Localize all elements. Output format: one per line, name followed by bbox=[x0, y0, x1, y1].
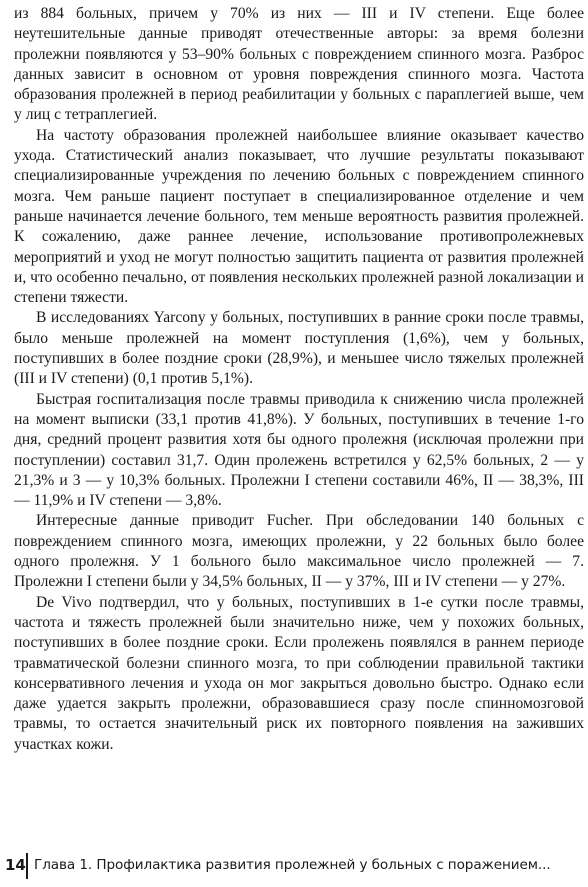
paragraph-4: Быстрая госпитализация после травмы приводила к снижению числа пролежней на момент выписки (33,1 против 41,8%). У больных, поступивших в течение 1-го дня, средний процент развития хотя бы одного пролежня (исключая пролежни при поступлении) составил 31,7. Один пролежень встретился у 62,5% больных, 2 — у 21,3% и 3 — у 10,3% больных. Пролежни I степени составили 46%, II — 38,3%, III — 11,9% и IV степени — 3,8%. bbox=[14, 390, 584, 510]
paragraph-6: De Vivo подтвердил, что у больных, поступивших в 1-е сутки после травмы, частота и тяжесть пролежней были значительно ниже, чем у похожих больных, поступивших в более поздние сроки. Если пролежень появлялся в раннем периоде травматической болезни спинного мозга, то при соблюдении правильной тактики консервативного лечения и ухода он мог закрыться довольно быстро. Однако если даже удается закрыть пролежни, образовавшиеся сразу после спинномозговой травмы, то остается значительный риск их повторного появления на заживших участках кожи. bbox=[14, 593, 584, 753]
body-text bbox=[14, 4, 584, 755]
running-title: Глава 1. Профилактика развития пролежней у больных с поражением... bbox=[34, 857, 551, 873]
footer-divider bbox=[26, 853, 28, 879]
paragraph-1: из 884 больных, причем у 70% из них — III и IV степени. Еще более неутешительные данные приводят отечественные авторы: за время болезни пролежни появляются у 53–90% больных с повреждением спинного мозга. Разброс данных зависит в основном от уровня повреждения спинного мозга. Частота образования пролежней в период реабилитации у больных с параплегией выше, чем у лиц с тетраплегией. bbox=[14, 5, 584, 124]
page-number: 14 bbox=[5, 856, 26, 874]
paragraph-5: Интересные данные приводит Fucher. При обследовании 140 больных с повреждением спинного мозга, имеющих пролежни, у 22 больных было более одного пролежня. У 1 больного было максимальное число пролежней — 7. Пролежни I степени были у 34,5% больных, II — у 37%, III и IV степени — у 27%. bbox=[14, 512, 584, 591]
paragraph-2: На частоту образования пролежней наибольшее влияние оказывает качество ухода. Статистический анализ показывает, что лучшие результаты показывают специализированные учреждения по лечению больных с повреждением спинного мозга. Чем раньше пациент поступает в специализированное отделение и чем раньше начинается лечение больного, тем меньше вероятность развития пролежней. К сожалению, даже раннее лечение, использование противопролежневых мероприятий и уход не могут полностью защитить пациента от развития пролежней и, что особенно печально, от появления нескольких пролежней разной локализации и степени тяжести. bbox=[14, 126, 584, 307]
paragraph-3: В исследованиях Yarcony у больных, поступивших в ранние сроки после травмы, было меньше пролежней на момент поступления (1,6%), чем у больных, поступивших в более поздние сроки (28,9%), и меньшее число тяжелых пролежней (III и IV степени) (0,1 против 5,1%). bbox=[14, 309, 584, 388]
page-footer bbox=[0, 853, 588, 879]
